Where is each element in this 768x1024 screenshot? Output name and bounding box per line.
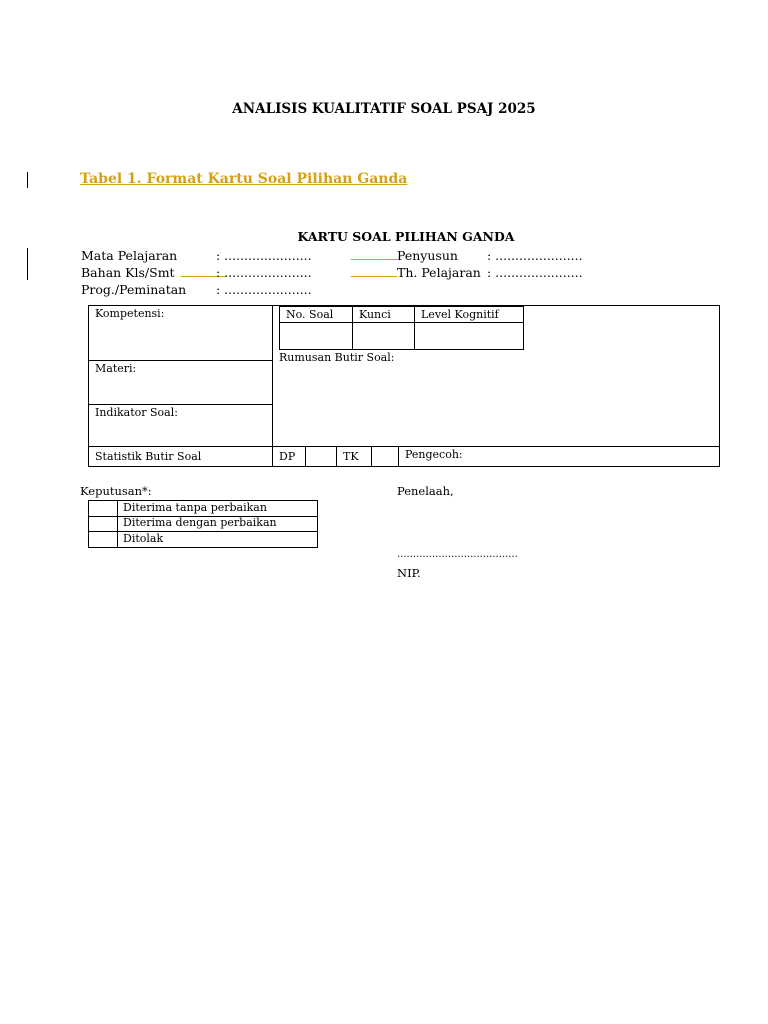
decision-option-label: Diterima tanpa perbaikan (123, 501, 267, 514)
field-value-penyusun[interactable]: : ...................... (487, 248, 583, 263)
statistik-col-separator (305, 446, 306, 467)
field-value-th-pelajaran[interactable]: : ...................... (487, 265, 583, 280)
field-label-th-pelajaran (351, 265, 481, 280)
th-pelajaran-text: Th. Pelajaran (397, 265, 481, 280)
blank-underline (351, 248, 397, 260)
nip-label: NIP. (397, 566, 421, 580)
statistik-butir-soal-label: Statistik Butir Soal (95, 450, 202, 463)
soal-info-row-separator (279, 322, 524, 323)
statistik-col-separator (336, 446, 337, 467)
pengecoh-label: Pengecoh: (405, 448, 463, 461)
decision-checkbox-ditolak[interactable] (89, 532, 117, 547)
decision-option-label: Diterima dengan perbaikan (123, 516, 277, 529)
no-soal-header: No. Soal (286, 308, 334, 321)
soal-info-col-separator (414, 306, 415, 350)
bahan-kls-smt-text: Bahan Kls/Smt (81, 265, 175, 280)
card-separator (88, 360, 273, 361)
keputusan-label: Keputusan*: (80, 484, 152, 498)
tk-label: TK (343, 450, 359, 463)
table-caption[interactable]: Tabel 1. Format Kartu Soal Pilihan Ganda (80, 171, 408, 187)
text-cursor-mark (27, 248, 28, 280)
decision-checkbox-diterima-tanpa-perbaikan[interactable] (89, 501, 117, 516)
dp-label: DP (279, 450, 296, 463)
indikator-soal-label: Indikator Soal: (95, 406, 178, 419)
kompetensi-label: Kompetensi: (95, 307, 165, 320)
blank-underline (351, 265, 397, 277)
level-kognitif-header: Level Kognitif (421, 308, 499, 321)
materi-label: Materi: (95, 362, 137, 375)
field-label-prog-peminatan: Prog./Peminatan (81, 282, 187, 297)
document-title: ANALISIS KUALITATIF SOAL PSAJ 2025 (232, 101, 536, 117)
decision-option-label: Ditolak (123, 532, 164, 545)
field-value-mata-pelajaran[interactable]: : ...................... (216, 248, 312, 263)
card-title: KARTU SOAL PILIHAN GANDA (297, 229, 515, 244)
penyusun-text: Penyusun (397, 248, 458, 263)
rumusan-butir-soal-label: Rumusan Butir Soal: (279, 351, 395, 364)
card-left-divider (272, 305, 273, 467)
statistik-col-separator (371, 446, 372, 467)
penelaah-label: Penelaah, (397, 484, 454, 498)
statistik-row-separator (88, 446, 720, 447)
field-label-mata-pelajaran: Mata Pelajaran (81, 248, 178, 263)
field-label-bahan-kls-smt (81, 265, 225, 280)
soal-info-col-separator (352, 306, 353, 350)
text-cursor-mark (27, 172, 28, 188)
kunci-header: Kunci (359, 308, 391, 321)
field-value-prog-peminatan[interactable]: : ...................... (216, 282, 312, 297)
statistik-col-separator (398, 446, 399, 467)
decision-checkbox-divider (117, 500, 118, 548)
card-separator (88, 404, 273, 405)
field-value-bahan-kls-smt[interactable]: : ...................... (216, 265, 312, 280)
signature-line[interactable]: ...................................... (397, 549, 518, 560)
decision-checkbox-diterima-dengan-perbaikan[interactable] (89, 517, 117, 531)
field-label-penyusun (351, 248, 458, 263)
